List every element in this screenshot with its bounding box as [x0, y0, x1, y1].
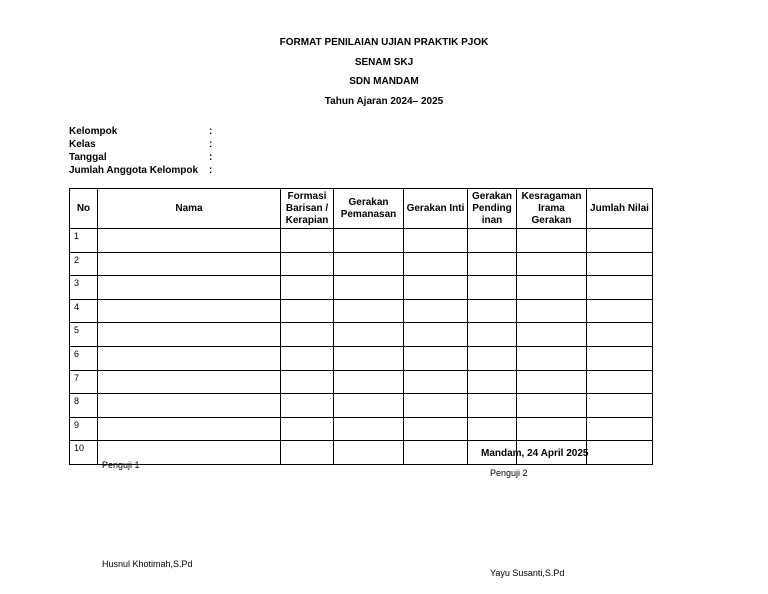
cell-jumlah[interactable]	[587, 370, 653, 394]
table-row	[70, 370, 653, 394]
examiner1-title: Penguji 1	[102, 460, 140, 470]
cell-jumlah[interactable]	[587, 346, 653, 370]
cell-keseragaman[interactable]	[517, 276, 587, 300]
cell-nama[interactable]	[98, 276, 281, 300]
cell-inti[interactable]	[404, 229, 468, 253]
cell-keseragaman[interactable]	[517, 252, 587, 276]
cell-nama[interactable]	[98, 417, 281, 441]
table-row	[70, 229, 653, 253]
cell-jumlah[interactable]	[587, 323, 653, 347]
cell-pendinginan[interactable]	[468, 276, 517, 300]
cell-inti[interactable]	[404, 370, 468, 394]
cell-formasi[interactable]	[281, 229, 334, 253]
header-pemanasan: Gerakan Pemanasan	[334, 189, 404, 229]
cell-formasi[interactable]	[281, 370, 334, 394]
cell-inti[interactable]	[404, 276, 468, 300]
row-number: 4	[70, 299, 98, 323]
info-label: Tanggal	[69, 152, 107, 163]
cell-pemanasan[interactable]	[334, 252, 404, 276]
cell-inti[interactable]	[404, 323, 468, 347]
cell-pemanasan[interactable]	[334, 229, 404, 253]
cell-jumlah[interactable]	[587, 394, 653, 418]
cell-pemanasan[interactable]	[334, 276, 404, 300]
cell-pendinginan[interactable]	[468, 323, 517, 347]
cell-inti[interactable]	[404, 252, 468, 276]
row-number: 8	[70, 394, 98, 418]
cell-nama[interactable]	[98, 370, 281, 394]
info-label: Kelompok	[69, 126, 118, 137]
table-row	[70, 417, 653, 441]
header-jumlah-nilai: Jumlah Nilai	[587, 189, 653, 229]
date-line: Mandam, 24 April 2025	[481, 448, 589, 459]
cell-keseragaman[interactable]	[517, 394, 587, 418]
cell-formasi[interactable]	[281, 394, 334, 418]
cell-pemanasan[interactable]	[334, 417, 404, 441]
row-number: 2	[70, 252, 98, 276]
cell-jumlah[interactable]	[587, 299, 653, 323]
row-number: 9	[70, 417, 98, 441]
info-colon: :	[209, 165, 213, 176]
table-row	[70, 299, 653, 323]
cell-nama[interactable]	[98, 229, 281, 253]
cell-inti[interactable]	[404, 441, 468, 465]
row-number: 1	[70, 229, 98, 253]
cell-inti[interactable]	[404, 394, 468, 418]
table-row	[70, 394, 653, 418]
title-line-2: SENAM SKJ	[354, 56, 414, 68]
table-row	[70, 252, 653, 276]
table-header-row	[70, 189, 653, 229]
row-number: 7	[70, 370, 98, 394]
row-number: 10	[70, 441, 98, 465]
cell-formasi[interactable]	[281, 441, 334, 465]
cell-pemanasan[interactable]	[334, 299, 404, 323]
cell-keseragaman[interactable]	[517, 370, 587, 394]
cell-pemanasan[interactable]	[334, 346, 404, 370]
cell-nama[interactable]	[98, 323, 281, 347]
cell-inti[interactable]	[404, 299, 468, 323]
cell-formasi[interactable]	[281, 252, 334, 276]
cell-formasi[interactable]	[281, 299, 334, 323]
cell-jumlah[interactable]	[587, 417, 653, 441]
table-row	[70, 323, 653, 347]
info-block	[69, 125, 269, 177]
document-title	[0, 33, 768, 111]
info-colon: :	[209, 126, 213, 137]
cell-jumlah[interactable]	[587, 252, 653, 276]
info-label: Jumlah Anggota Kelompok	[69, 165, 199, 176]
cell-keseragaman[interactable]	[517, 417, 587, 441]
cell-pendinginan[interactable]	[468, 299, 517, 323]
info-row-kelas	[69, 138, 269, 151]
examiner2-name: Yayu Susanti,S.Pd	[490, 568, 565, 578]
cell-nama[interactable]	[98, 299, 281, 323]
info-colon: :	[209, 139, 213, 150]
table-row	[70, 346, 653, 370]
cell-pendinginan[interactable]	[468, 417, 517, 441]
header-no: No	[70, 189, 98, 229]
table-row	[70, 276, 653, 300]
cell-pendinginan[interactable]	[468, 346, 517, 370]
cell-pendinginan[interactable]	[468, 370, 517, 394]
examiner2-title: Penguji 2	[490, 468, 528, 478]
examiner1-name: Husnul Khotimah,S.Pd	[102, 559, 193, 569]
cell-formasi[interactable]	[281, 323, 334, 347]
info-row-kelompok	[69, 125, 269, 138]
cell-pendinginan[interactable]	[468, 229, 517, 253]
header-formasi: Formasi Barisan / Kerapian	[281, 189, 334, 229]
title-line-1: FORMAT PENILAIAN UJIAN PRAKTIK PJOK	[279, 37, 489, 48]
cell-jumlah[interactable]	[587, 441, 653, 465]
header-pendinginan: Gerakan Pending inan	[468, 189, 517, 229]
score-table	[69, 188, 653, 465]
cell-pemanasan[interactable]	[334, 323, 404, 347]
cell-pemanasan[interactable]	[334, 394, 404, 418]
cell-jumlah[interactable]	[587, 276, 653, 300]
header-nama: Nama	[98, 189, 281, 229]
cell-formasi[interactable]	[281, 276, 334, 300]
row-number: 6	[70, 346, 98, 370]
cell-nama[interactable]	[98, 252, 281, 276]
title-line-3: SDN MANDAM	[349, 76, 419, 87]
cell-formasi[interactable]	[281, 417, 334, 441]
cell-inti[interactable]	[404, 346, 468, 370]
info-row-tanggal	[69, 151, 269, 164]
title-line-4: Tahun Ajaran 2024– 2025	[324, 95, 444, 107]
cell-nama[interactable]	[98, 394, 281, 418]
cell-pemanasan[interactable]	[334, 441, 404, 465]
header-keseragaman: Kesragaman Irama Gerakan	[517, 189, 587, 229]
header-gerakan-inti: Gerakan Inti	[404, 189, 468, 229]
cell-keseragaman[interactable]	[517, 346, 587, 370]
info-label: Kelas	[69, 139, 96, 150]
cell-pemanasan[interactable]	[334, 370, 404, 394]
cell-jumlah[interactable]	[587, 229, 653, 253]
cell-keseragaman[interactable]	[517, 323, 587, 347]
info-colon: :	[209, 152, 213, 163]
cell-inti[interactable]	[404, 417, 468, 441]
row-number: 3	[70, 276, 98, 300]
cell-formasi[interactable]	[281, 346, 334, 370]
cell-pendinginan[interactable]	[468, 394, 517, 418]
cell-keseragaman[interactable]	[517, 299, 587, 323]
cell-keseragaman[interactable]	[517, 229, 587, 253]
row-number: 5	[70, 323, 98, 347]
info-row-jumlah-anggota	[69, 164, 269, 177]
cell-pendinginan[interactable]	[468, 252, 517, 276]
cell-nama[interactable]	[98, 346, 281, 370]
